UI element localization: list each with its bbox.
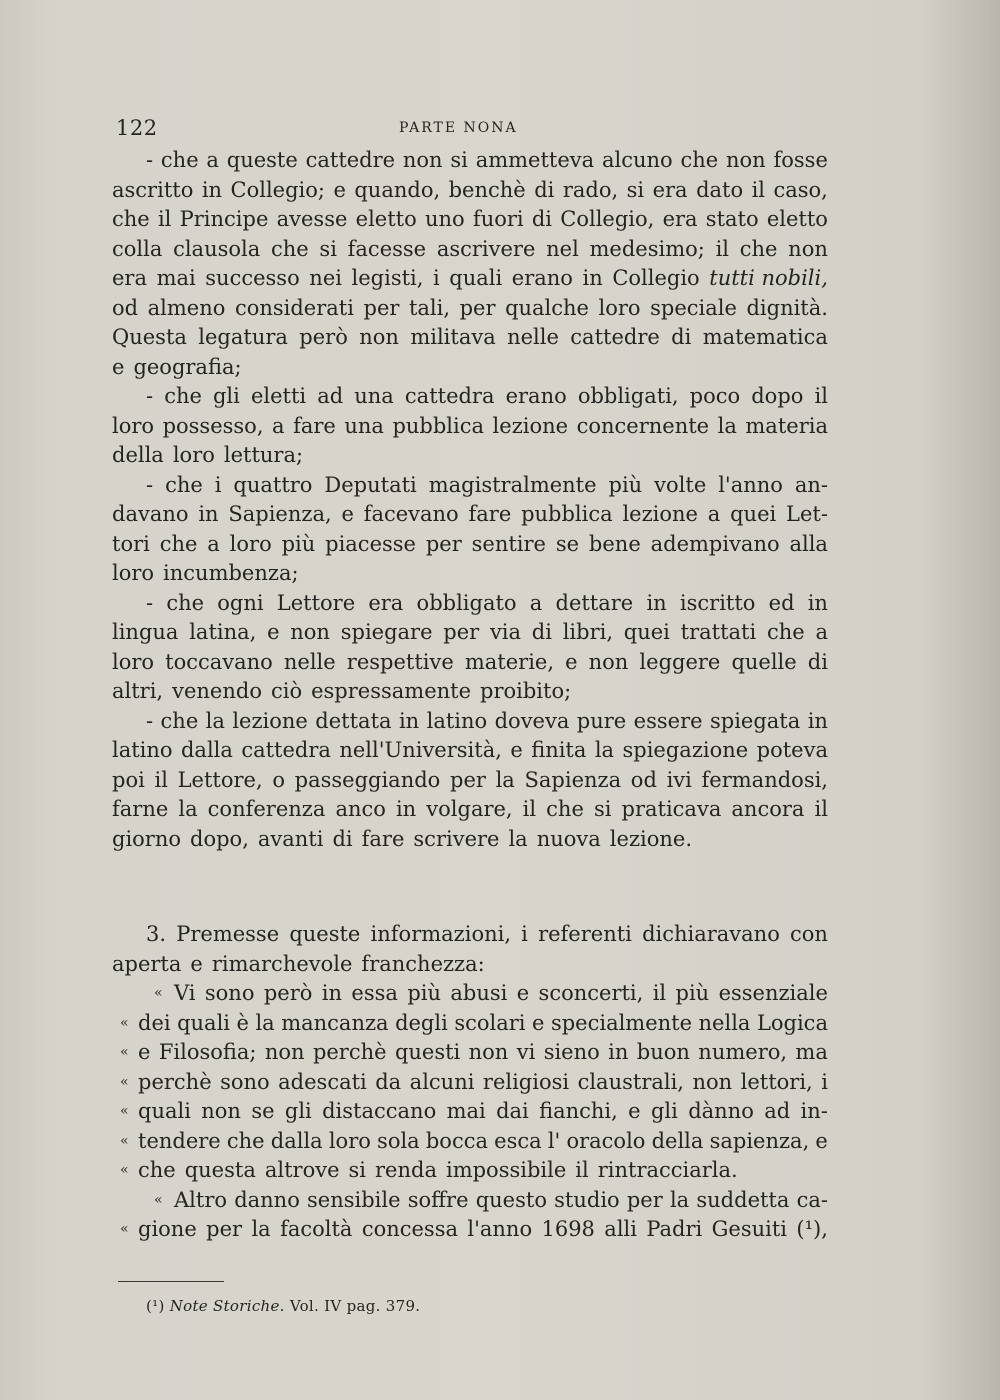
footnote-rule: [118, 1281, 224, 1282]
text-line: della loro lettura;: [112, 443, 304, 467]
text-line: giorno dopo, avanti di fare scrivere la nuova lezione.: [112, 826, 692, 851]
quote-mark: «: [154, 1191, 163, 1208]
text-line: lingua latina, e non spiegare per via di libri, quei trattati che a: [112, 620, 828, 644]
text-line: - che ogni Lettore era obbligato a dettare in iscritto ed in: [146, 590, 828, 615]
text-line: quali non se gli distaccano mai dai fianchi, e gli dànno ad in-: [138, 1099, 828, 1123]
text-line: Altro danno sensibile soffre questo studio per la suddetta ca-: [174, 1187, 828, 1212]
section-gap: [112, 854, 828, 920]
quote-mark: «: [120, 1221, 129, 1237]
text-line: che il Principe avesse eletto uno fuori di Collegio, era stato eletto: [112, 207, 828, 231]
text-line: davano in Sapienza, e facevano fare pubblica lezione a quei Let-: [112, 502, 828, 526]
quote-mark: «: [120, 1162, 129, 1178]
footnote-marker: (¹): [146, 1297, 165, 1315]
text-line: loro incumbenza;: [112, 561, 299, 585]
quote-mark: «: [120, 1132, 129, 1149]
footnote-ref: Vol. IV pag. 379.: [289, 1297, 421, 1315]
text-line: che questa altrove si renda impossibile il rintracciarla.: [138, 1158, 738, 1182]
paragraph: [112, 589, 828, 707]
text-line: loro possesso, a fare una pubblica lezione concernente la materia: [112, 413, 828, 438]
text-line: Vi sono però in essa più abusi e sconcerti, il più essenziale: [174, 981, 828, 1005]
text-line: colla clausola che si facesse ascrivere nel medesimo; il che non: [112, 236, 828, 261]
page-number: 122: [116, 116, 158, 140]
paragraph: [112, 707, 828, 855]
text-line: tori che a loro più piacesse per sentire se bene adempivano alla: [112, 531, 828, 556]
paragraph: [112, 146, 828, 382]
quote-mark: «: [154, 985, 163, 1001]
text-line: era mai successo nei legisti, i quali erano in Collegio tutti nobili,: [112, 264, 828, 294]
footnote-title: Note Storiche.: [169, 1297, 285, 1315]
text-line: poi il Lettore, o passeggiando per la Sapienza od ivi fermandosi,: [112, 767, 828, 792]
text-line: farne la conferenza anco in volgare, il che si praticava ancora il: [112, 797, 828, 821]
italic-phrase: tutti nobili,: [709, 266, 828, 290]
text-line: perchè sono adescati da alcuni religiosi claustrali, non lettori, i: [138, 1069, 828, 1094]
text-line: dei quali è la mancanza degli scolari e specialmente nella Logica: [138, 1010, 828, 1035]
text-line: gione per la facoltà concessa l'anno 1698 alli Padri Gesuiti (¹),: [138, 1217, 828, 1241]
text-line: loro toccavano nelle respettive materie, e non leggere quelle di: [112, 649, 828, 674]
quote-2: [112, 1186, 828, 1245]
text-line: Questa legatura però non militava nelle cattedre di matematica: [112, 325, 828, 349]
paragraph: [112, 382, 828, 471]
text-line: - che i quattro Deputati magistralmente più volte l'anno an-: [146, 472, 828, 497]
text-line: 3. Premesse queste informazioni, i referenti dichiaravano con: [146, 922, 828, 946]
quote-mark: «: [120, 1103, 129, 1119]
quote-1: [112, 979, 828, 1186]
text-line: od almeno considerati per tali, per qualche loro speciale dignità.: [112, 295, 828, 320]
text-line: altri, venendo ciò espressamente proibito;: [112, 679, 572, 703]
text-line: ascritto in Collegio; e quando, benchè di rado, si era dato il caso,: [112, 177, 828, 202]
quote-mark: «: [120, 1073, 129, 1090]
text-line: - che a queste cattedre non si ammetteva alcuno che non fosse: [146, 148, 828, 172]
text-line: tendere che dalla loro sola bocca esca l' oracolo della sapienza, e: [138, 1128, 828, 1153]
quote-mark: «: [120, 1044, 129, 1060]
footnote: [146, 1297, 420, 1315]
text-line: latino dalla cattedra nell'Università, e finita la spiegazione poteva: [112, 738, 828, 762]
page-header: [116, 116, 826, 142]
paragraph: [112, 471, 828, 589]
section-3-paragraph: [112, 920, 828, 979]
text-line: - che la lezione dettata in latino doveva pure essere spiegata in: [146, 708, 828, 733]
text-line: e geografia;: [112, 354, 242, 379]
text-line: aperta e rimarchevole franchezza:: [112, 951, 485, 976]
text-line: - che gli eletti ad una cattedra erano obbligati, poco dopo il: [146, 384, 828, 408]
quote-mark: «: [120, 1014, 129, 1031]
text-line: e Filosofia; non perchè questi non vi sieno in buon numero, ma: [138, 1040, 828, 1064]
body-text: [112, 146, 828, 1245]
running-title: PARTE NONA: [399, 120, 518, 136]
